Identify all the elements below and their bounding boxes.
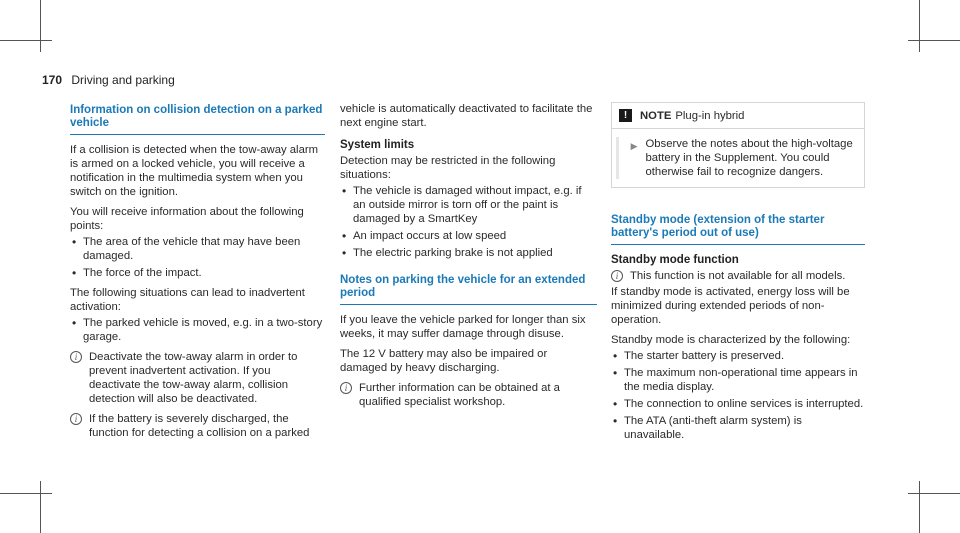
crop-mark — [919, 0, 920, 52]
column-3 — [611, 102, 865, 448]
paragraph: Detection may be restricted in the following situations: — [340, 155, 556, 181]
paragraph: You will receive information about the following points: — [70, 206, 304, 232]
paragraph: If a collision is detected when the tow-away alarm is armed on a locked vehicle, you will receive a notification in the multimedia system when you switch on the ignition. — [70, 144, 319, 198]
paragraph: vehicle is automatically deactivated to facilitate the next engine start. — [340, 103, 593, 129]
crop-mark — [0, 40, 52, 41]
page-number: 170 — [42, 73, 63, 87]
note-title: Plug-in hybrid — [675, 109, 745, 122]
exclamation-icon: ! — [619, 109, 632, 122]
list-item: • The electric parking brake is not applied — [340, 246, 597, 260]
list-item: • The parked vehicle is moved, e.g. in a two-story garage. — [70, 316, 325, 344]
subheading: System limits — [340, 139, 415, 151]
crop-mark — [908, 40, 960, 41]
note-text: Deactivate the tow-away alarm in order to prevent inadvertent activation. If you deactivate the tow-away alarm, collision detection will also be deactivated. — [89, 351, 298, 405]
info-note — [70, 412, 325, 440]
note-label: NOTE — [640, 109, 672, 122]
crop-mark — [919, 481, 920, 533]
section-heading: Notes on parking the vehicle for an extended period — [340, 274, 597, 305]
section-heading: Information on collision detection on a parked vehicle — [70, 104, 325, 135]
column-1 — [70, 104, 325, 446]
note-text: Observe the notes about the high-voltage battery in the Supplement. You could otherwise fail to recognize dangers. — [645, 138, 853, 178]
bullet-list — [611, 349, 865, 442]
paragraph: The following situations can lead to inadvertent activation: — [70, 287, 305, 313]
note-box-header — [612, 103, 864, 129]
list-item: • The ATA (anti-theft alarm system) is unavailable. — [611, 414, 865, 442]
note-text: Further information can be obtained at a qualified specialist workshop. — [359, 382, 560, 408]
paragraph: If you leave the vehicle parked for longer than six weeks, it may suffer damage through disuse. — [340, 314, 586, 340]
bullet-list — [70, 316, 325, 344]
section-title: Driving and parking — [71, 73, 175, 87]
page-header — [42, 73, 175, 87]
info-icon: i — [70, 351, 82, 363]
list-item: • The force of the impact. — [70, 266, 325, 280]
bullet-list — [70, 235, 325, 280]
note-text: This function is not available for all models. — [630, 270, 846, 282]
list-item: • The vehicle is damaged without impact, e.g. if an outside mirror is torn off or the paint is damaged by a SmartKey — [340, 184, 597, 226]
note-side-bar — [616, 137, 619, 179]
bullet-list — [340, 184, 597, 260]
list-item: • The area of the vehicle that may have been damaged. — [70, 235, 325, 263]
column-2 — [340, 102, 597, 415]
list-item: • The connection to online services is interrupted. — [611, 397, 865, 411]
info-note — [340, 381, 597, 409]
play-arrow-icon: ▶ — [630, 141, 638, 151]
crop-mark — [40, 481, 41, 533]
crop-mark — [0, 493, 52, 494]
list-item: • The starter battery is preserved. — [611, 349, 865, 363]
info-note — [611, 269, 865, 283]
crop-mark — [908, 493, 960, 494]
note-box-body — [612, 129, 864, 187]
note-text: If the battery is severely discharged, the function for detecting a collision on a parked — [89, 413, 310, 439]
list-item: • The maximum non-operational time appears in the media display. — [611, 366, 865, 394]
info-note — [70, 350, 325, 406]
paragraph: If standby mode is activated, energy loss will be minimized during extended periods of non-operation. — [611, 286, 850, 326]
paragraph: The 12 V battery may also be impaired or damaged by heavy discharging. — [340, 348, 548, 374]
list-item: • An impact occurs at low speed — [340, 229, 597, 243]
subheading: Standby mode function — [611, 254, 739, 266]
paragraph: Standby mode is characterized by the following: — [611, 334, 851, 346]
info-icon: i — [340, 382, 352, 394]
info-icon: i — [611, 270, 623, 282]
crop-mark — [40, 0, 41, 52]
info-icon: i — [70, 413, 82, 425]
section-heading: Standby mode (extension of the starter battery's period out of use) — [611, 214, 865, 245]
note-box — [611, 102, 865, 188]
